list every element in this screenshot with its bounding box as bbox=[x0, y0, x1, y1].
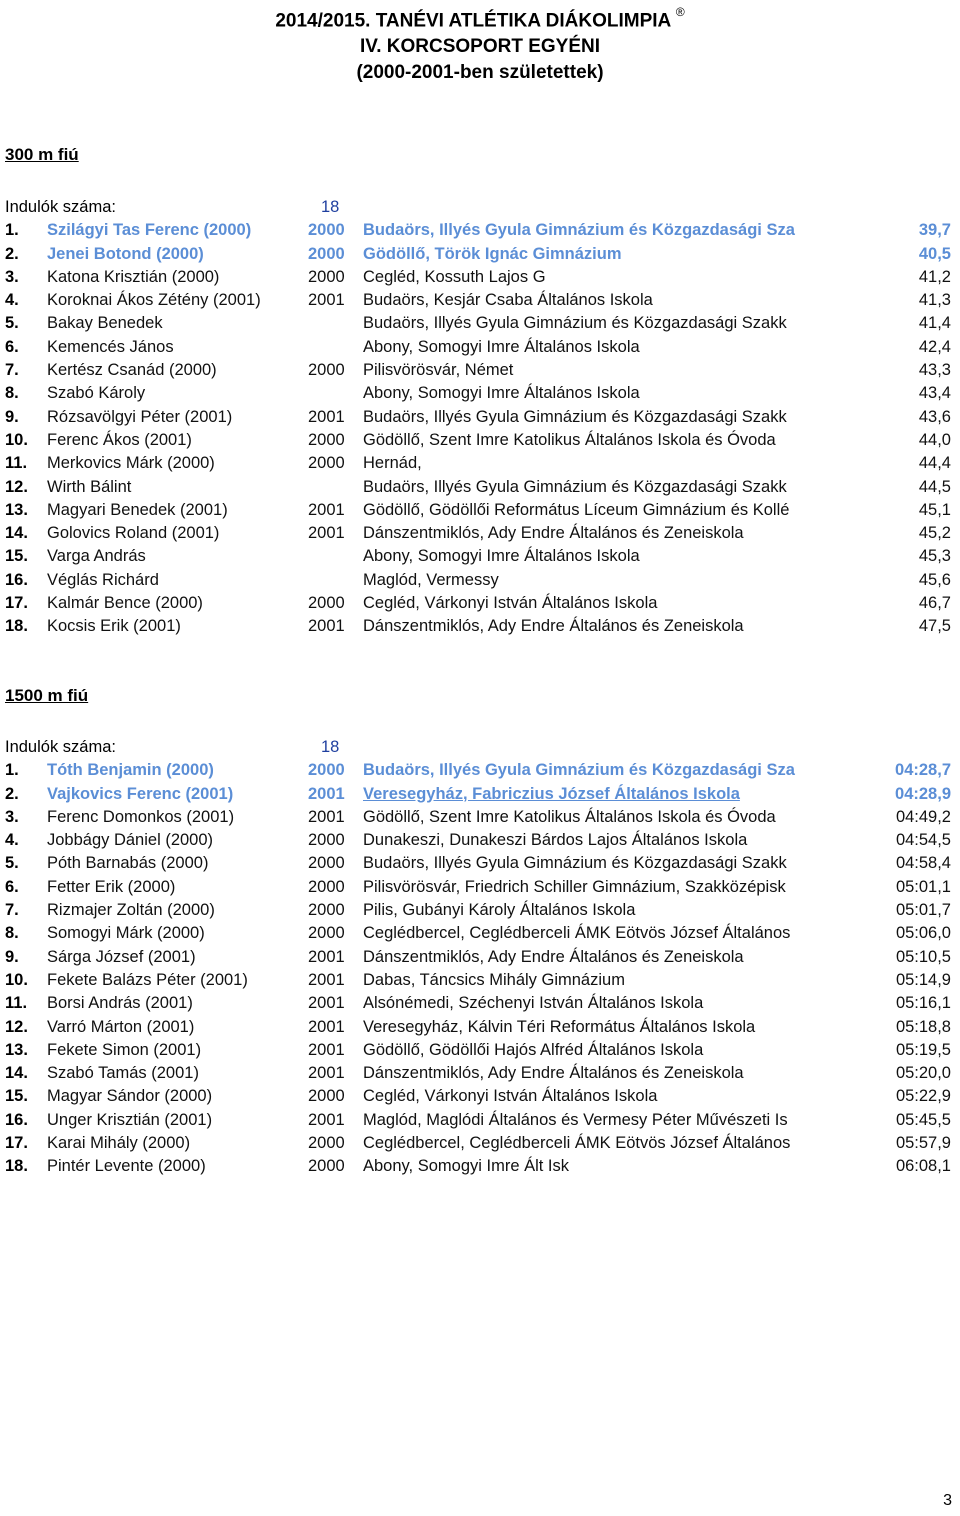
result-cell: 05:20,0 bbox=[895, 1064, 951, 1083]
athlete-name-cell: Koroknai Ákos Zétény (2001) bbox=[47, 291, 261, 310]
athlete-name-cell: Jenei Botond (2000) bbox=[47, 244, 204, 263]
school-cell: Ceglédbercel, Ceglédberceli ÁMK Eötvös József Általános bbox=[363, 924, 791, 943]
athlete-name-cell: Merkovics Márk (2000) bbox=[47, 454, 215, 473]
table-row bbox=[5, 243, 955, 266]
place-cell: 8. bbox=[5, 924, 19, 943]
result-cell: 43,6 bbox=[918, 407, 951, 426]
table-row bbox=[5, 1085, 955, 1108]
athlete-name-cell: Sárga József (2001) bbox=[47, 947, 196, 966]
birth-year-cell: 2001 bbox=[308, 291, 345, 310]
place-cell: 3. bbox=[5, 807, 19, 826]
birth-year-cell: 2001 bbox=[308, 994, 345, 1013]
entrants-count-row bbox=[5, 736, 955, 759]
birth-year-cell: 2001 bbox=[308, 970, 345, 989]
place-cell: 10. bbox=[5, 430, 28, 449]
section-title: 300 m fiú bbox=[5, 145, 79, 164]
birth-year-cell: 2001 bbox=[308, 784, 345, 803]
place-cell: 14. bbox=[5, 524, 28, 543]
school-cell: Pilis, Gubányi Károly Általános Iskola bbox=[363, 901, 636, 920]
result-cell: 47,5 bbox=[918, 617, 951, 636]
athlete-name-cell: Golovics Roland (2001) bbox=[47, 524, 220, 543]
table-row bbox=[5, 969, 955, 992]
school-cell: Gödöllő, Török Ignác Gimnázium bbox=[363, 244, 622, 263]
result-cell: 05:06,0 bbox=[895, 924, 951, 943]
result-cell: 05:19,5 bbox=[895, 1040, 951, 1059]
table-row bbox=[5, 336, 955, 359]
result-cell: 41,4 bbox=[918, 314, 951, 333]
place-cell: 9. bbox=[5, 407, 19, 426]
athlete-name-cell: Pintér Levente (2000) bbox=[47, 1157, 206, 1176]
table-row bbox=[5, 592, 955, 615]
athlete-name-cell: Jobbágy Dániel (2000) bbox=[47, 831, 214, 850]
table-row bbox=[5, 783, 955, 806]
school-cell: Budaörs, Illyés Gyula Gimnázium és Közgazdasági Sza bbox=[363, 221, 795, 240]
result-cell: 05:16,1 bbox=[895, 994, 951, 1013]
school-cell: Budaörs, Illyés Gyula Gimnázium és Közgazdasági Sza bbox=[363, 761, 795, 780]
athlete-name-cell: Ferenc Domonkos (2001) bbox=[47, 807, 235, 826]
table-row bbox=[5, 452, 955, 475]
school-cell: Dánszentmiklós, Ady Endre Általános és Zeneiskola bbox=[363, 947, 744, 966]
place-cell: 15. bbox=[5, 1087, 28, 1106]
table-row bbox=[5, 1016, 955, 1039]
birth-year-cell: 2000 bbox=[308, 594, 345, 613]
athlete-name-cell: Wirth Bálint bbox=[47, 477, 132, 496]
entrants-count: 18 bbox=[321, 198, 340, 216]
school-cell: Dánszentmiklós, Ady Endre Általános és Zeneiskola bbox=[363, 1064, 744, 1083]
table-row bbox=[5, 922, 955, 945]
school-cell: Cegléd, Várkonyi István Általános Iskola bbox=[363, 594, 658, 613]
place-cell: 1. bbox=[5, 761, 19, 780]
result-cell: 41,2 bbox=[918, 267, 951, 286]
school-cell: Maglód, Maglódi Általános és Vermesy Péter Művészeti Is bbox=[363, 1110, 788, 1129]
entrants-count-row bbox=[5, 196, 955, 219]
athlete-name-cell: Borsi András (2001) bbox=[47, 994, 193, 1013]
table-row bbox=[5, 759, 955, 782]
result-cell: 46,7 bbox=[918, 594, 951, 613]
place-cell: 17. bbox=[5, 1134, 28, 1153]
result-cell: 04:28,9 bbox=[895, 784, 951, 803]
school-cell: Abony, Somogyi Imre Általános Iskola bbox=[363, 337, 640, 356]
school-cell: Gödöllő, Gödöllői Hajós Alfréd Általános Iskola bbox=[363, 1040, 704, 1059]
school-cell: Ceglédbercel, Ceglédberceli ÁMK Eötvös József Általános bbox=[363, 1134, 791, 1153]
table-row bbox=[5, 289, 955, 312]
athlete-name-cell: Vajkovics Ferenc (2001) bbox=[47, 784, 234, 803]
birth-year-cell: 2001 bbox=[308, 807, 345, 826]
entrants-label: Indulók száma: bbox=[5, 738, 116, 756]
entrants-label: Indulók száma: bbox=[5, 198, 116, 216]
result-cell: 44,4 bbox=[918, 454, 951, 473]
result-cell: 39,7 bbox=[918, 221, 951, 240]
athlete-name-cell: Karai Mihály (2000) bbox=[47, 1134, 191, 1153]
place-cell: 14. bbox=[5, 1064, 28, 1083]
school-cell: Budaörs, Illyés Gyula Gimnázium és Közgazdasági Szakk bbox=[363, 407, 787, 426]
result-cell: 44,5 bbox=[918, 477, 951, 496]
athlete-name-cell: Katona Krisztián (2000) bbox=[47, 267, 220, 286]
school-cell: Budaörs, Illyés Gyula Gimnázium és Közgazdasági Szakk bbox=[363, 854, 787, 873]
result-cell: 05:14,9 bbox=[895, 970, 951, 989]
birth-year-cell: 2001 bbox=[308, 524, 345, 543]
table-row bbox=[5, 569, 955, 592]
athlete-name-cell: Fekete Balázs Péter (2001) bbox=[47, 970, 248, 989]
result-cell: 45,1 bbox=[918, 500, 951, 519]
table-row bbox=[5, 406, 955, 429]
result-cell: 41,3 bbox=[918, 291, 951, 310]
table-row bbox=[5, 266, 955, 289]
athlete-name-cell: Szabó Károly bbox=[47, 384, 146, 403]
school-cell: Abony, Somogyi Imre Általános Iskola bbox=[363, 547, 640, 566]
table-row bbox=[5, 806, 955, 829]
section-title: 1500 m fiú bbox=[5, 686, 89, 705]
athlete-name-cell: Magyar Sándor (2000) bbox=[47, 1087, 213, 1106]
result-cell: 42,4 bbox=[918, 337, 951, 356]
place-cell: 12. bbox=[5, 477, 28, 496]
result-cell: 44,0 bbox=[918, 430, 951, 449]
place-cell: 4. bbox=[5, 831, 19, 850]
birth-year-cell: 2001 bbox=[308, 500, 345, 519]
table-row bbox=[5, 382, 955, 405]
place-cell: 9. bbox=[5, 947, 19, 966]
place-cell: 13. bbox=[5, 1040, 28, 1059]
birth-year-cell: 2000 bbox=[308, 244, 345, 263]
athlete-name-cell: Véglás Richárd bbox=[47, 570, 159, 589]
section-1500m bbox=[5, 684, 955, 1179]
school-cell: Dabas, Táncsics Mihály Gimnázium bbox=[363, 970, 625, 989]
table-row bbox=[5, 522, 955, 545]
result-cell: 43,3 bbox=[918, 361, 951, 380]
result-cell: 05:01,7 bbox=[895, 901, 951, 920]
birth-year-cell: 2000 bbox=[308, 901, 345, 920]
school-cell: Dánszentmiklós, Ady Endre Általános és Zeneiskola bbox=[363, 617, 744, 636]
table-row bbox=[5, 876, 955, 899]
birth-year-cell: 2001 bbox=[308, 617, 345, 636]
table-row bbox=[5, 219, 955, 242]
birth-year-cell: 2000 bbox=[308, 1157, 345, 1176]
athlete-name-cell: Kalmár Bence (2000) bbox=[47, 594, 203, 613]
document-title bbox=[0, 2, 960, 86]
table-row bbox=[5, 1155, 955, 1178]
birth-year-cell: 2000 bbox=[308, 430, 345, 449]
school-cell: Budaörs, Kesjár Csaba Általános Iskola bbox=[363, 291, 653, 310]
athlete-name-cell: Fetter Erik (2000) bbox=[47, 877, 176, 896]
table-row bbox=[5, 1109, 955, 1132]
birth-year-cell: 2000 bbox=[308, 854, 345, 873]
place-cell: 2. bbox=[5, 784, 19, 803]
result-cell: 04:58,4 bbox=[895, 854, 951, 873]
place-cell: 1. bbox=[5, 221, 19, 240]
birth-year-cell: 2000 bbox=[308, 761, 345, 780]
result-cell: 05:01,1 bbox=[895, 877, 951, 896]
birth-year-cell: 2001 bbox=[308, 407, 345, 426]
place-cell: 10. bbox=[5, 970, 28, 989]
athlete-name-cell: Magyari Benedek (2001) bbox=[47, 500, 228, 519]
place-cell: 2. bbox=[5, 244, 19, 263]
result-cell: 45,3 bbox=[918, 547, 951, 566]
page-number: 3 bbox=[943, 1492, 952, 1509]
school-cell: Abony, Somogyi Imre Általános Iskola bbox=[363, 384, 640, 403]
result-cell: 05:45,5 bbox=[895, 1110, 951, 1129]
table-row bbox=[5, 852, 955, 875]
athlete-name-cell: Varró Márton (2001) bbox=[47, 1017, 195, 1036]
birth-year-cell: 2000 bbox=[308, 1087, 345, 1106]
athlete-name-cell: Ferenc Ákos (2001) bbox=[47, 430, 192, 449]
registered-mark: ® bbox=[675, 5, 685, 19]
school-cell: Cegléd, Várkonyi István Általános Iskola bbox=[363, 1087, 658, 1106]
athlete-name-cell: Szabó Tamás (2001) bbox=[47, 1064, 199, 1083]
title-line-3: (2000-2001-ben születettek) bbox=[356, 62, 604, 84]
title-line-2: IV. KORCSOPORT EGYÉNI bbox=[359, 36, 600, 58]
school-cell: Veresegyház, Fabriczius József Általános Iskola bbox=[363, 784, 740, 803]
birth-year-cell: 2000 bbox=[308, 267, 345, 286]
athlete-name-cell: Somogyi Márk (2000) bbox=[47, 924, 205, 943]
athlete-name-cell: Szilágyi Tas Ferenc (2000) bbox=[47, 221, 252, 240]
school-cell: Cegléd, Kossuth Lajos G bbox=[363, 267, 546, 286]
table-row bbox=[5, 1132, 955, 1155]
birth-year-cell: 2000 bbox=[308, 221, 345, 240]
place-cell: 13. bbox=[5, 500, 28, 519]
title-line-1: 2014/2015. TANÉVI ATLÉTIKA DIÁKOLIMPIA ® bbox=[275, 5, 685, 32]
table-row bbox=[5, 499, 955, 522]
school-cell: Abony, Somogyi Imre Ált Isk bbox=[363, 1157, 570, 1176]
school-cell: Maglód, Vermessy bbox=[363, 570, 499, 589]
place-cell: 7. bbox=[5, 361, 19, 380]
result-cell: 05:57,9 bbox=[895, 1134, 951, 1153]
result-cell: 40,5 bbox=[918, 244, 951, 263]
school-cell: Pilisvörösvár, Német bbox=[363, 361, 514, 380]
table-row bbox=[5, 359, 955, 382]
table-row bbox=[5, 899, 955, 922]
athlete-name-cell: Unger Krisztián (2001) bbox=[47, 1110, 213, 1129]
place-cell: 11. bbox=[5, 454, 28, 473]
place-cell: 6. bbox=[5, 337, 19, 356]
place-cell: 18. bbox=[5, 1157, 28, 1176]
athlete-name-cell: Kertész Csanád (2000) bbox=[47, 361, 217, 380]
table-row bbox=[5, 992, 955, 1015]
birth-year-cell: 2000 bbox=[308, 454, 345, 473]
athlete-name-cell: Fekete Simon (2001) bbox=[47, 1040, 202, 1059]
school-cell: Gödöllő, Szent Imre Katolikus Általános Iskola és Óvoda bbox=[363, 807, 776, 826]
place-cell: 5. bbox=[5, 314, 19, 333]
table-row bbox=[5, 476, 955, 499]
place-cell: 18. bbox=[5, 617, 28, 636]
birth-year-cell: 2001 bbox=[308, 947, 345, 966]
place-cell: 6. bbox=[5, 877, 19, 896]
results-table bbox=[5, 219, 955, 638]
school-cell: Gödöllő, Gödöllői Református Líceum Gimnázium és Kollé bbox=[363, 500, 790, 519]
table-row bbox=[5, 615, 955, 638]
section-300m bbox=[5, 143, 955, 639]
place-cell: 16. bbox=[5, 1110, 28, 1129]
table-row bbox=[5, 829, 955, 852]
result-cell: 04:54,5 bbox=[895, 831, 951, 850]
birth-year-cell: 2000 bbox=[308, 877, 345, 896]
birth-year-cell: 2001 bbox=[308, 1040, 345, 1059]
table-row bbox=[5, 1039, 955, 1062]
school-cell: Hernád, bbox=[363, 454, 422, 473]
entrants-count: 18 bbox=[321, 738, 340, 756]
birth-year-cell: 2000 bbox=[308, 831, 345, 850]
birth-year-cell: 2000 bbox=[308, 924, 345, 943]
athlete-name-cell: Kemencés János bbox=[47, 337, 174, 356]
table-row bbox=[5, 1062, 955, 1085]
place-cell: 16. bbox=[5, 570, 28, 589]
school-cell: Dánszentmiklós, Ady Endre Általános és Zeneiskola bbox=[363, 524, 744, 543]
school-cell: Alsónémedi, Széchenyi István Általános Iskola bbox=[363, 994, 704, 1013]
result-cell: 05:18,8 bbox=[895, 1017, 951, 1036]
place-cell: 17. bbox=[5, 594, 28, 613]
athlete-name-cell: Rózsavölgyi Péter (2001) bbox=[47, 407, 233, 426]
school-cell: Gödöllő, Szent Imre Katolikus Általános Iskola és Óvoda bbox=[363, 430, 776, 449]
place-cell: 4. bbox=[5, 291, 19, 310]
result-cell: 45,2 bbox=[918, 524, 951, 543]
table-row bbox=[5, 429, 955, 452]
place-cell: 3. bbox=[5, 267, 19, 286]
athlete-name-cell: Póth Barnabás (2000) bbox=[47, 854, 209, 873]
birth-year-cell: 2000 bbox=[308, 1134, 345, 1153]
table-row bbox=[5, 312, 955, 335]
place-cell: 15. bbox=[5, 547, 28, 566]
school-cell: Budaörs, Illyés Gyula Gimnázium és Közgazdasági Szakk bbox=[363, 477, 787, 496]
athlete-name-cell: Tóth Benjamin (2000) bbox=[47, 761, 214, 780]
place-cell: 11. bbox=[5, 994, 28, 1013]
birth-year-cell: 2001 bbox=[308, 1064, 345, 1083]
place-cell: 5. bbox=[5, 854, 19, 873]
result-cell: 05:10,5 bbox=[895, 947, 951, 966]
place-cell: 7. bbox=[5, 901, 19, 920]
result-cell: 43,4 bbox=[918, 384, 951, 403]
result-cell: 06:08,1 bbox=[895, 1157, 951, 1176]
athlete-name-cell: Bakay Benedek bbox=[47, 314, 163, 333]
athlete-name-cell: Varga András bbox=[47, 547, 146, 566]
place-cell: 12. bbox=[5, 1017, 28, 1036]
result-cell: 04:49,2 bbox=[895, 807, 951, 826]
school-cell: Dunakeszi, Dunakeszi Bárdos Lajos Általános Iskola bbox=[363, 831, 748, 850]
school-cell: Budaörs, Illyés Gyula Gimnázium és Közgazdasági Szakk bbox=[363, 314, 787, 333]
birth-year-cell: 2000 bbox=[308, 361, 345, 380]
school-cell: Pilisvörösvár, Friedrich Schiller Gimnázium, Szakközépisk bbox=[363, 877, 786, 896]
birth-year-cell: 2001 bbox=[308, 1017, 345, 1036]
result-cell: 04:28,7 bbox=[895, 761, 951, 780]
place-cell: 8. bbox=[5, 384, 19, 403]
school-cell: Veresegyház, Kálvin Téri Református Általános Iskola bbox=[363, 1017, 756, 1036]
result-cell: 45,6 bbox=[918, 570, 951, 589]
athlete-name-cell: Kocsis Erik (2001) bbox=[47, 617, 181, 636]
table-row bbox=[5, 545, 955, 568]
result-cell: 05:22,9 bbox=[895, 1087, 951, 1106]
birth-year-cell: 2001 bbox=[308, 1110, 345, 1129]
athlete-name-cell: Rizmajer Zoltán (2000) bbox=[47, 901, 215, 920]
table-row bbox=[5, 946, 955, 969]
results-table bbox=[5, 759, 955, 1178]
